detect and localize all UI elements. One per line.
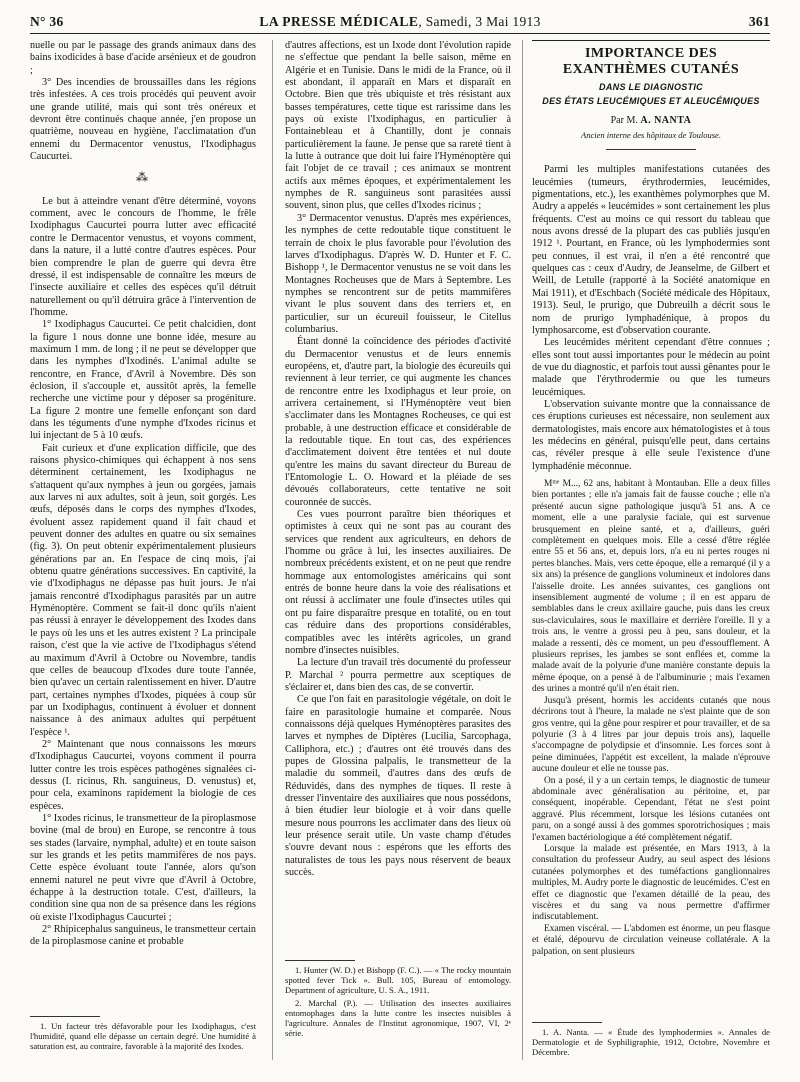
- page-number: 361: [748, 14, 770, 29]
- column-divider-2: [522, 40, 523, 1060]
- footnotes-col2: [285, 960, 511, 1040]
- paragraph: 1° Ixodiphagus Caucurtei. Ce petit chalcidien, dont la figure 1 nous donne une bonne idée, mesure au maximum 1 mm. de long ; il ne peut se développer que dans les nymphes d'Ixodinés. L'animal adulte se rencontre, en France, d'Avril à Novembre. Dès son éclosion, il s'accouple et, aussitôt après, la femelle recherche une victime pour y déposer sa progéniture. La figure 2 montre une femelle enfonçant son dard dans les téguments d'une nymphe d'Ixodes ricinus et lui injectant de 5 à 10 œufs.: [30, 319, 256, 442]
- paragraph: Les leucémides méritent cependant d'être connues ; elles sont tout aussi importantes pour le médecin au point de vue du diagnostic, et parfois tout aussi gênantes pour le malade que l'érythrodermie ou que les tumeurs leucémiques.: [532, 337, 770, 398]
- case-report: Mᵐᵉ M..., 62 ans, habitant à Montauban. Elle a deux filles bien portantes ; elle n'a jamais fait de fausse couche ; elle n'a présenté aucun signe pathologique jusqu'à 51 ans. A ce moment, elle a une paralysie faciale, qui est survenue brusquement en pleine santé, et a, d'ailleurs, guéri complètement en quelques mois. Elle a cessé d'être réglée entre 55 et 56 ans, et, depuis lors, n'a eu ni pertes rouges ni pertes blanches. Mais, vers cette époque, elle a remarqué (il y a six ans) la présence de ganglions volumineux et indolores dans l'aisselle droite. Les années suivantes, ces ganglions ont insensiblement augmenté de volume ; il en est apparu de semblables dans le creux axillaire gauche, puis dans les creux sus-claviculaires, sous le maxillaire et derrière l'oreille. Il y a trois ans, le ventre a grossi peu à peu, sans douleur, et la malade a ressenti, dès ce moment, un peu d'essoufflement. A plusieurs reprises, les jambes se sont enflées et, comme la malade avait de la polyurie d'une manière constante depuis la même époque, on a pensé à de l'albuminurie ; mais l'examen des urines a montré qu'il n'en était rien.: [532, 478, 770, 695]
- header-rule: [30, 33, 770, 34]
- footnote-rule: [30, 1016, 100, 1017]
- paragraph: Le but à atteindre venant d'être déterminé, voyons comment, avec le concours de l'homme, le frêle Ixodiphagus Caucurtei pourra lutter avec efficacité contre le Dermacentor venustus, et voyons comment, dans la nature, il a lutté contre d'autres espèces. Pour bien comprendre le plan de guerre qui devra être dressé, il est indispensable de connaître les mœurs de l'insecte auxiliaire et celles des espèces qu'il détruit naturellement ou qu'il détruira grâce à l'intervention de l'homme.: [30, 195, 256, 318]
- article-title: IMPORTANCE DES EXANTHÈMES CUTANÉS: [532, 40, 770, 78]
- column-3: [532, 40, 770, 958]
- paragraph: 2° Rhipicephalus sanguineus, le transmetteur certain de la piroplasmose canine et probable: [30, 924, 256, 948]
- paragraph: 3° Des incendies de broussailles dans les régions très infestées. A ces trois procédés qui peuvent avoir une grande utilité, mais qui sont très onéreux et devront être continués chaque année, j'en propose un quatrième, nouveau en hygiène, l'acclimatation d'un ennemi du Dermacentor venustus, l'Ixodiphagus Caucurtei.: [30, 77, 256, 163]
- paragraph: Fait curieux et d'une explication difficile, que des raisons physico-chimiques qui échappent à nos sens déterminent certainement, les Ixodiphagus ne s'attaquent qu'aux nymphes à jeun ou gorgées, jamais aux larves ni aux adultes, soit à jeun, soit gorgés. Les œufs, déposés dans le corps des nymphes d'Ixodes, évoluent assez rapidement quand il fait chaud et peuvent donner des adultes en quatre ou six semaines (fig. 3). On peut obtenir expérimentalement plusieurs générations par an. En l'espace de cinq mois, j'ai obtenu quatre générations successives. En captivité, la vie d'Ixodiphagus ne dépasse pas huit jours. Je n'ai jamais rencontré d'Ixodiphagus parasités par un autre Hyménoptère. Comment se fait-il donc qu'ils n'aient pas réussi à enrayer le développement des Ixodes dans le pays où les uns et les autres existent ? La principale raison, c'est que la vie active de l'Ixodiphagus s'étend au maximum d'Avril à Octobre ou Novembre, tandis que celles de beaucoup d'Ixodes dure toute l'année, bien qu'avec un certain ralentissement en hiver. D'autre part, certaines nymphes d'Ixodes, piquées à coup sûr par un Ixodiphagus, continuent à évoluer et donnent naissance à des animaux adultes qui perpétuent l'espèce ¹.: [30, 442, 256, 738]
- footnote: 1. Hunter (W. D.) et Bishopp (F. C.). — « The rocky mountain spotted fever Tick ». Bull. 105, Bureau of entomology. Department of agriculture, U. S. A., 1911.: [285, 965, 511, 996]
- issue-number: N° 36: [30, 14, 64, 29]
- paragraph: La lecture d'un travail très documenté du professeur P. Marchal ² pourra permettre aux sceptiques de s'éclairer et, dans bien des cas, de se convertir.: [285, 657, 511, 693]
- paragraph: nuelle ou par le passage des grands animaux dans des bains ixodicides à base d'acide arsénieux et de goudron ;: [30, 40, 256, 76]
- footnote: 1. Un facteur très défavorable pour les Ixodiphagus, c'est l'humidité, quand elle dépasse un certain degré. Une humidité à saturation est, au contraire, favorable à la majorité des Ixodes.: [30, 1021, 256, 1052]
- author-affiliation: Ancien interne des hôpitaux de Toulouse.: [581, 130, 721, 141]
- paragraph: Parmi les multiples manifestations cutanées des leucémies (tumeurs, érythrodermies, leucémides, pigmentations, etc.), les exanthèmes polymorphes que M. Audry a appelés « leucémides » sont certainement les plus fréquents. C'est au moins ce qui ressort du tableau que nous avons dressé de la plupart des cas publiés jusqu'en 1912 ¹. Pourtant, en France, où les lymphodermies sont peu connues, il est vrai, il n'en a été rencontré que quelques cas : ceux d'Audry, de Jeanselme, de Gilbert et Weill, de Letulle (rapporté à la Société anatomique en Mai 1911), et d'Eschbach (Société médicale des Hôpitaux, 1913). Seul, le prurigo, que Dubreuilh a décrit sous le nom de prurigo lymphadénique, à propos du lymphosarcome, est d'observation courante.: [532, 164, 770, 336]
- journal-title-line: [30, 14, 770, 30]
- article-author: [532, 115, 770, 127]
- footnote-rule: [285, 960, 355, 961]
- footnotes-col3: [532, 1022, 770, 1060]
- author-prefix: Par M.: [610, 114, 641, 126]
- paragraph: On a posé, il y a un certain temps, le diagnostic de tumeur abdominale avec généralisation au péritoine, et, par conséquent, inopérable. Cependant, l'état ne s'est point aggravé. Plus récemment, lorsque les lésions cutanées ont paru, on a songé aussi à des gommes sporotrichosiques ; mais l'examen bactériologique a été complètement négatif.: [532, 775, 770, 843]
- paragraph: Lorsque la malade est présentée, en Mars 1913, à la consultation du professeur Audry, au seul aspect des lésions cutanées polymorphes et des tuméfactions ganglionnaires multiples, M. Audry porte le diagnostic de leucémides. C'est en effet ce diagnostic que l'examen détaillé de la peau, des viscères et du sang va nous permettre d'affirmer indiscutablement.: [532, 843, 770, 923]
- footnote: 2. Marchal (P.). — Utilisation des insectes auxiliaires entomophages dans la lutte contre les insectes nuisibles à l'agriculture. Annales de l'Institut agronomique, 1907, VI, 2ᵉ série.: [285, 997, 511, 1039]
- article-subtitle-2: DES ÉTATS LEUCÉMIQUES ET ALEUCÉMIQUES: [542, 96, 760, 107]
- column-divider-1: [272, 40, 273, 1060]
- article-subtitle: DANS LE DIAGNOSTIC: [599, 82, 703, 92]
- title-rule: [606, 149, 696, 150]
- paragraph: Examen viscéral. — L'abdomen est énorme, un peu flasque et étalé, dépourvu de circulation veineuse collatérale. A la palpation, on sent plusieurs: [532, 923, 770, 957]
- paragraph: Ce que l'on fait en parasitologie végétale, on doit le faire en parasitologie humaine et comparée. Nous connaissons déjà quelques Hyménoptères parasites des larves et nymphes de Diptères (Lucilia, Sarcophaga, Calliphora, etc.) ; d'autres ont été trouvés dans des pupes de Glossina palpalis, le transmetteur de la maladie du sommeil, d'autres dans des œufs de Réduvidés, dans des nymphes de tiques. Il reste à dresser l'inventaire des auxiliaires que nous possédons, à bien étudier leur biologie et à voir dans quelle mesure nous pourrons les acclimater dans des lieux où leur présence serait utile. Un vaste champ d'études s'ouvre devant nous : espérons que les efforts des naturalistes de tous les pays nous réservent de beaux succès.: [285, 694, 511, 879]
- column-1: [30, 40, 256, 949]
- column-2: [285, 40, 511, 879]
- paragraph: Jusqu'à présent, hormis les accidents cutanés que nous décrirons tout à l'heure, la malade ne s'est plainte que de son gros ventre, qui la gêne pour respirer et pour travailler, et de sa polyurie (3 à 4 litres par jour depuis trois ans), laquelle s'accompagne de polydipsie et d'insomnie. Les forces sont à peine diminuées, l'appétit est excellent, la malade n'éprouve aucune douleur et elle ne tousse pas.: [532, 695, 770, 775]
- author-name: A. NANTA: [640, 114, 692, 126]
- paragraph: d'autres affections, est un Ixode dont l'évolution rapide ne s'effectue que pendant la belle saison, même en Algérie et en Tunisie. Dans le midi de la France, où il est abondant, il apparaît en Mars et disparaît en Octobre. Bien que très ubiquiste et très résistant aux basses températures, cette tique est rarissime dans les pays où existe l'Ixodiphagus, en particulier à Fontainebleau et à Chantilly, dont je connais particulièrement la faune. Je pense que sa rareté tient à la lutte à outrance que doit lui faire l'Hyménoptère qui fait l'objet de ce travail ; ces animaux se montrent actifs aux mêmes époques, et expérimentalement les nymphes de R. sanguineus sont parasitées aussi souvent, sinon plus, que celles d'Ixodes ricinus ;: [285, 40, 511, 212]
- issue-date: , Samedi, 3 Mai 1913: [418, 14, 541, 29]
- paragraph: 2° Maintenant que nous connaissons les mœurs d'Ixodiphagus Caucurtei, voyons comment il pourra lutter contre les trois espèces pathogènes signalées ci-dessus (I. ricinus, Rh. sanguineus, D. venustus) et, pour cela, examinons rapidement la biologie de ces espèces.: [30, 738, 256, 812]
- footnote: 1. A. Nanta. — « Étude des lymphodermies ». Annales de Dermatologie et de Syphiligraphie, 1912, Octobre, Novembre et Décembre.: [532, 1027, 770, 1058]
- paragraph: Ces vues pourront paraître bien théoriques et optimistes à ceux qui ne sont pas au courant des services que rendent aux agriculteurs, en dehors de l'homme ou grâce à lui, les insectes auxiliaires. De nombreux précédents existent, et on ne peut que rendre hommage aux entomologistes américains qui sont entrés de bonne heure dans la voie des réalisations et ont réussi à acclimater une foule d'insectes utiles qui ont pu faire disparaître presque en totalité, ou en tout cas réduire dans des proportions considérables, compatibles avec les intérêts agricoles, un grand nombre d'insectes nuisibles.: [285, 509, 511, 656]
- paragraph: 3° Dermacentor venustus. D'après mes expériences, les nymphes de cette redoutable tique constituent le terrain de choix le plus favorable pour l'évolution des larves d'Ixodiphagus. D'après W. D. Hunter et F. C. Bishopp ¹, le Dermacentor venustus ne se voit dans les Montagnes Rocheuses que de Mars à Septembre. Les nymphes se rencontrent sur de petits mammifères vivant le plus souvent dans des terriers et, en particulier, sur un écureuil fouisseur, le Citellus columbarius.: [285, 212, 511, 335]
- paragraph: L'observation suivante montre que la connaissance de ces éruptions curieuses est nécessaire, non seulement aux dermatologistes, mais encore aux hématologistes et à tous les médecins en général, puisqu'elle peut, dans certains cas, révéler presque à elle seule l'existence d'une lymphadénie méconnue.: [532, 398, 770, 472]
- paragraph: Étant donné la coïncidence des périodes d'activité du Dermacentor venustus et de leurs ennemis européens, et, d'autre part, la biologie des écureuils qui reviennent à leur terrier, ce qui augmente les chances de rencontre entre les Ixodiphagus et leur proie, on arrivera certainement, si l'Hyménoptère veut bien s'acclimater dans les Montagnes Rocheuses, ce qui est probable, à une destruction efficace et considérable de la redoutable tique. En tout cas, des expériences d'acclimatement doivent être tentées et nul doute qu'entre les mains du savant directeur du Bureau de l'Entomologie L. O. Howard et la pléiade de ses dévoués collaborateurs, cette tentative ne soit couronnée de succès.: [285, 336, 511, 508]
- journal-name: LA PRESSE MÉDICALE: [259, 14, 419, 29]
- section-separator: ⁂: [136, 170, 150, 185]
- paragraph: 1° Ixodes ricinus, le transmetteur de la piroplasmose bovine (mal de brou) en Europe, se rencontre à tous ses stades (larvaire, nymphal, adulte) et en toute saison sur les grands et les petits mammifères de nos pays. Cette espèce évoluant toute l'année, alors qu'son ennemi naturel ne peut vivre que d'Avril à Octobre, échappe à la destruction totale. C'est, d'ailleurs, la condition sine qua non de sa présence dans les régions où existe l'Ixodiphagus Caucurtei ;: [30, 812, 256, 923]
- footnotes-col1: [30, 1016, 256, 1054]
- footnote-rule: [532, 1022, 602, 1023]
